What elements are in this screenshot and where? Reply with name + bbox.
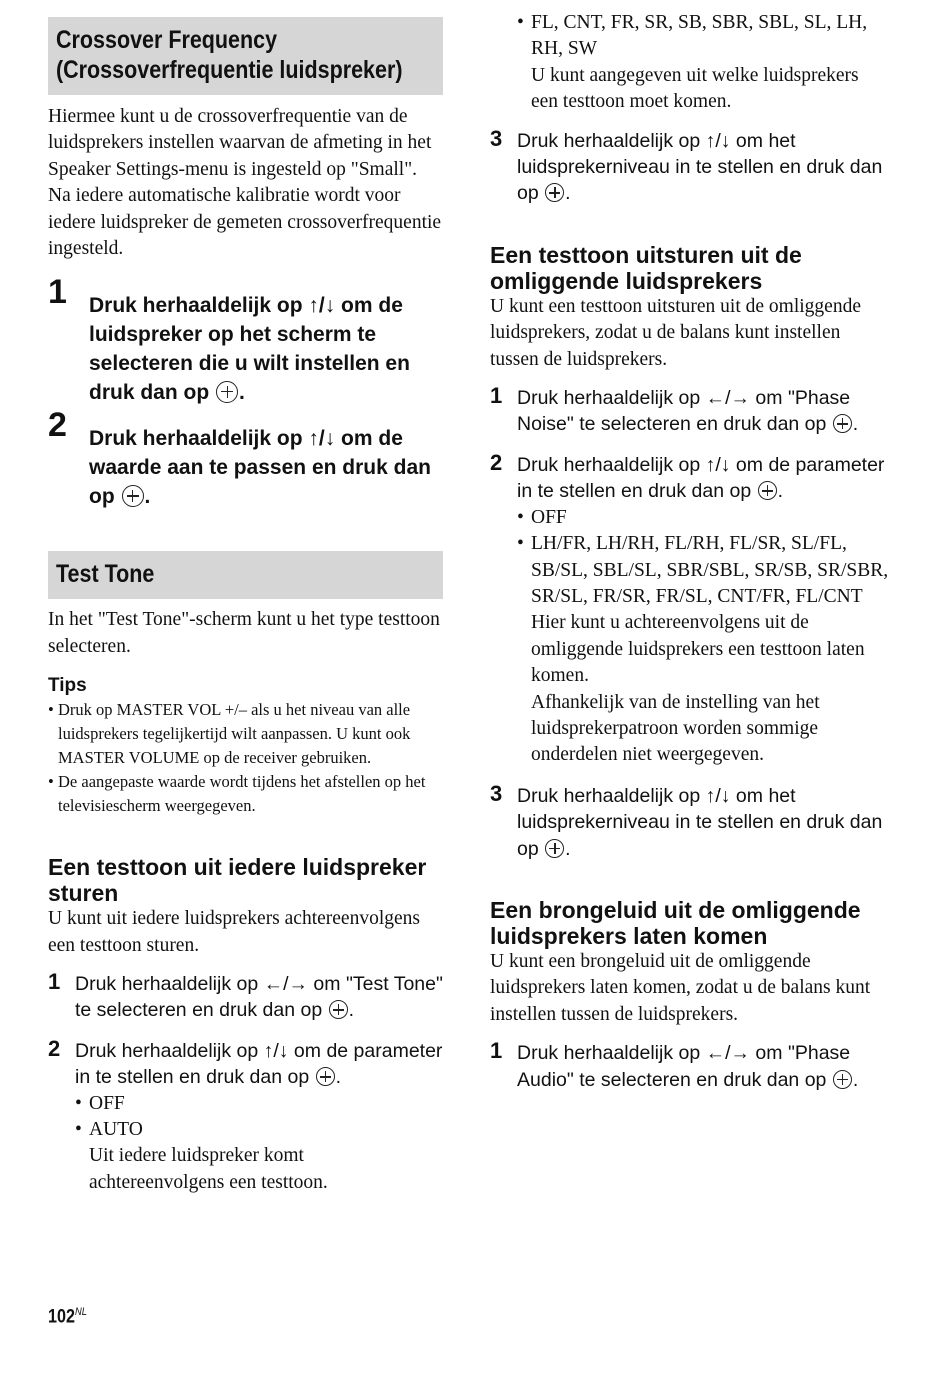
testtone-body: In het "Test Tone"-scherm kunt u het type testtoon selecteren. xyxy=(48,609,440,657)
option-off xyxy=(517,505,890,531)
surround-step-3 xyxy=(490,780,890,862)
period: . xyxy=(777,480,784,503)
each-speaker-body: U kunt uit iedere luidsprekers achtereenvolgens een testtoon sturen. xyxy=(48,908,420,956)
period: . xyxy=(239,380,245,404)
step-number: 3 xyxy=(490,780,503,806)
option-speakers xyxy=(517,10,890,63)
step-text: Druk herhaaldelijk op ↑/↓ om het luidsprekerniveau in te stellen en druk dan op xyxy=(517,784,883,860)
crossover-section-header xyxy=(48,17,443,95)
testtone-title: Test Tone xyxy=(56,560,155,589)
option-pairs-desc-2: Afhankelijk van de instelling van het luidsprekerpatroon worden sommige onderdelen niet weergegeven. xyxy=(531,691,820,766)
step-number: 1 xyxy=(490,383,503,409)
step-text: Druk herhaaldelijk op ←/→ om "Test Tone" te selecteren en druk dan op xyxy=(75,972,443,1022)
testtone-section-header xyxy=(48,551,443,599)
each-speaker-heading: Een testtoon uit iedere luidspreker sturen xyxy=(48,854,427,907)
step-number: 3 xyxy=(490,125,503,151)
step-text: Druk herhaaldelijk op ↑/↓ om het luidsprekerniveau in te stellen en druk dan op xyxy=(517,129,883,205)
crossover-step-1 xyxy=(48,273,443,407)
period: . xyxy=(565,837,571,860)
period: . xyxy=(144,484,151,508)
bullet: • xyxy=(517,12,524,33)
source-step-1 xyxy=(490,1040,890,1093)
option-auto xyxy=(75,1117,443,1143)
option-pairs xyxy=(517,531,890,610)
option-pairs-desc-1: Hier kunt u achtereenvolgens uit de omliggende luidsprekers een testtoon laten komen. xyxy=(531,612,865,687)
step-number: 2 xyxy=(48,406,67,445)
option-speakers-desc: U kunt aangegeven uit welke luidsprekers een testtoon moet komen. xyxy=(531,64,859,113)
step-text: Druk herhaaldelijk op ↑/↓ om de parameter in te stellen en druk dan op xyxy=(75,1039,443,1089)
each-step-3 xyxy=(490,125,890,207)
enter-icon xyxy=(216,381,238,403)
page-language: NL xyxy=(74,1306,87,1318)
surround-step-2 xyxy=(490,449,890,769)
crossover-body: Hiermee kunt u de crossoverfrequentie van de luidsprekers instellen waarvan de afmeting in het Speaker Settings-menu is ingesteld op "Small". Na iedere automatische kalibratie wordt voor iedere luidspreker de gemeten crossoverfrequentie ingesteld. xyxy=(48,106,442,260)
step-text: Druk herhaaldelijk op ↑/↓ om de waarde aan te passen en druk dan op xyxy=(89,427,431,508)
page-number xyxy=(48,1306,87,1328)
page-number-value: 102 xyxy=(48,1306,75,1328)
surround-step-1 xyxy=(490,385,890,438)
continued-options xyxy=(490,10,890,116)
source-heading: Een brongeluid uit de omliggende luidsprekers laten komen xyxy=(490,896,861,949)
right-column xyxy=(490,0,890,1093)
tip-item: • Druk op MASTER VOL +/– als u het niveau van alle luidsprekers tegelijkertijd wilt aanpassen. U kunt ook MASTER VOLUME op de receiver gebruiken. xyxy=(48,698,443,770)
step-number: 2 xyxy=(48,1035,61,1061)
step-number: 1 xyxy=(490,1038,503,1064)
period: . xyxy=(852,1068,859,1091)
tips-heading: Tips xyxy=(48,675,87,697)
period: . xyxy=(335,1066,342,1089)
bullet: • xyxy=(75,1119,82,1141)
step-number: 2 xyxy=(490,449,503,475)
enter-icon xyxy=(833,1070,852,1089)
step-text: Druk herhaaldelijk op ←/→ om "Phase Audio" te selecteren en druk dan op xyxy=(517,1042,851,1091)
left-column xyxy=(48,0,443,1196)
enter-icon xyxy=(833,414,852,433)
enter-icon xyxy=(545,183,564,202)
option-off xyxy=(75,1091,443,1117)
each-step-2 xyxy=(48,1035,443,1196)
enter-icon xyxy=(758,481,777,500)
option-label: AUTO xyxy=(89,1119,143,1141)
enter-icon xyxy=(545,839,564,858)
period: . xyxy=(852,413,859,436)
bullet: • xyxy=(75,1092,82,1114)
step-text: Druk herhaaldelijk op ↑/↓ om de luidspreker op het scherm te selecteren die u wilt instellen en druk dan op xyxy=(89,294,410,404)
enter-icon xyxy=(122,485,144,507)
option-label: OFF xyxy=(89,1092,125,1114)
enter-icon xyxy=(316,1067,335,1086)
source-body: U kunt een brongeluid uit de omliggende luidsprekers laten komen, zodat u de balans kunt instellen tussen de luidsprekers. xyxy=(490,950,871,1025)
enter-icon xyxy=(329,1000,348,1019)
option-label: OFF xyxy=(531,506,567,528)
option-label: LH/FR, LH/RH, FL/RH, FL/SR, SL/FL, SB/SL, SBL/SL, SBR/SBL, SR/SB, SR/SBR, SR/SL, FR/SR, FR/SL, CNT/FR, FL/CNT xyxy=(531,533,889,607)
option-auto-desc: Uit iedere luidspreker komt achtereenvolgens een testtoon. xyxy=(89,1145,328,1193)
step-text: Druk herhaaldelijk op ↑/↓ om de parameter in te stellen en druk dan op xyxy=(517,453,885,503)
step-number: 1 xyxy=(48,273,67,312)
step-number: 1 xyxy=(48,968,61,994)
step-text: Druk herhaaldelijk op ←/→ om "Phase Noise" te selecteren en druk dan op xyxy=(517,387,851,436)
surround-body: U kunt een testtoon uitsturen uit de omliggende luidsprekers, zodat u de balans kunt instellen tussen de luidsprekers. xyxy=(490,295,861,370)
each-step-1 xyxy=(48,968,443,1024)
bullet: • xyxy=(517,533,524,555)
crossover-title: Crossover Frequency (Crossoverfrequentie luidspreker) xyxy=(56,26,403,84)
surround-heading: Een testtoon uitsturen uit de omliggende luidsprekers xyxy=(490,241,802,294)
bullet: • xyxy=(517,506,524,528)
crossover-step-2 xyxy=(48,406,443,511)
period: . xyxy=(348,999,355,1022)
option-label: FL, CNT, FR, SR, SB, SBR, SBL, SL, LH, RH, SW xyxy=(531,12,868,60)
tip-item: • De aangepaste waarde wordt tijdens het afstellen op het televisiescherm weergegeven. xyxy=(48,770,443,818)
period: . xyxy=(565,182,571,205)
